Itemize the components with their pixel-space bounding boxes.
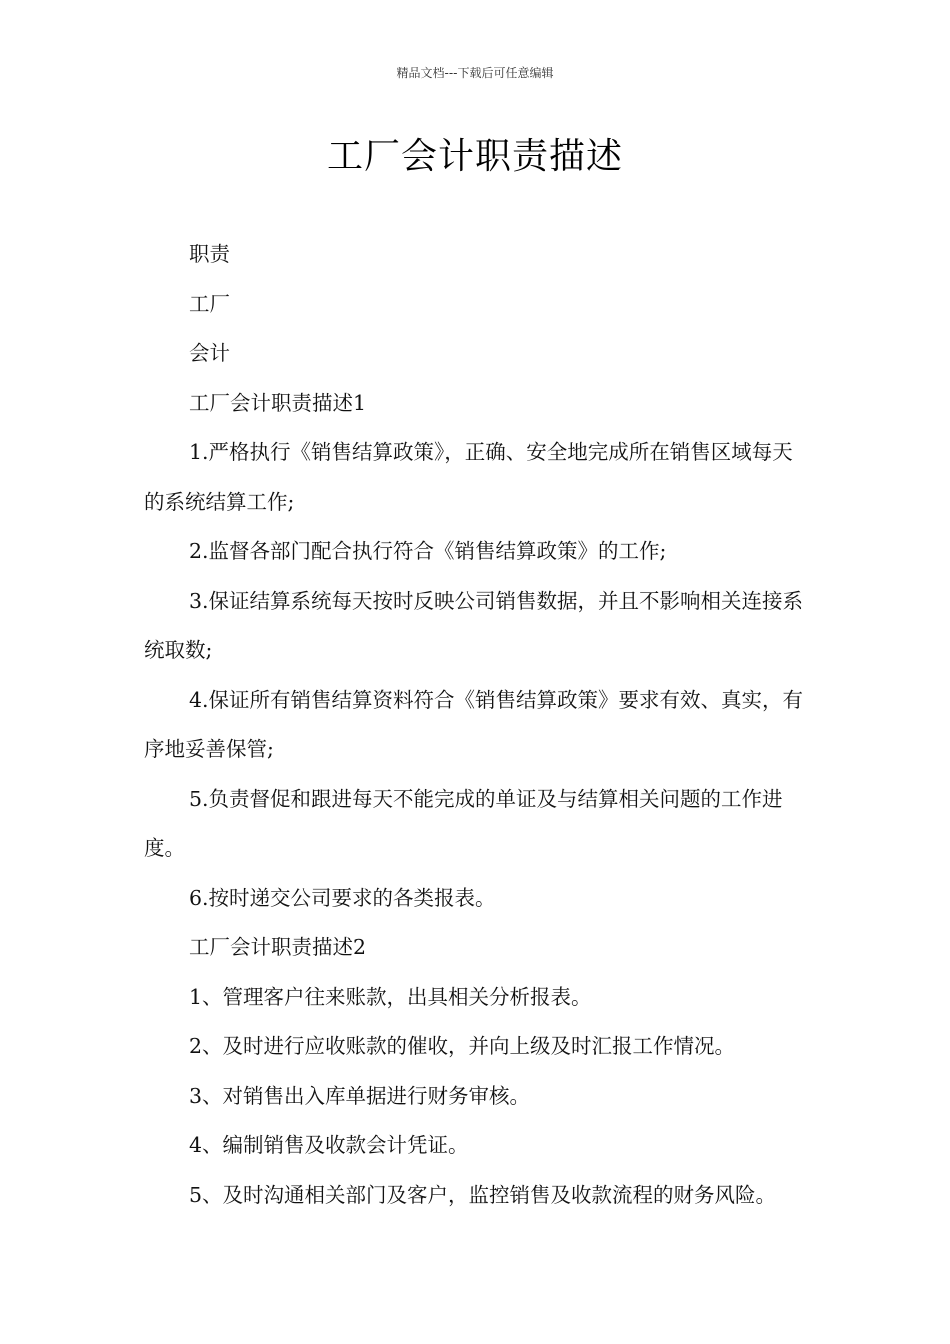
paragraph: 2.监督各部门配合执行符合《销售结算政策》的工作; (189, 539, 667, 563)
paragraph: 6.按时递交公司要求的各类报表。 (189, 885, 496, 910)
document-body (144, 230, 809, 1220)
section-heading: 工厂会计职责描述1 (189, 390, 367, 415)
document-title: 工厂会计职责描述 (326, 136, 623, 177)
paragraph: 工厂 (189, 291, 230, 316)
paragraph: 1、管理客户往来账款，出具相关分析报表。 (189, 984, 592, 1009)
paragraph: 3、对销售出入库单据进行财务审核。 (189, 1083, 531, 1108)
section-heading: 工厂会计职责描述2 (189, 935, 367, 959)
paragraph: 4、编制销售及收款会计凭证。 (189, 1133, 469, 1157)
paragraph: 5.负责督促和跟进每天不能完成的单证及与结算相关问题的工作进度。 (144, 786, 783, 860)
paragraph: 5、及时沟通相关部门及客户，监控销售及收款流程的财务风险。 (189, 1182, 777, 1207)
paragraph: 职责 (189, 242, 230, 266)
page-header: 精品文档---下载后可任意编辑 (396, 66, 554, 80)
paragraph: 2、及时进行应收账款的催收，并向上级及时汇报工作情况。 (189, 1034, 736, 1058)
paragraph: 3.保证结算系统每天按时反映公司销售数据，并且不影响相关连接系统取数; (144, 588, 804, 662)
paragraph: 4.保证所有销售结算资料符合《销售结算政策》要求有效、真实，有序地妥善保管; (144, 687, 804, 761)
paragraph: 会计 (189, 341, 230, 365)
paragraph: 1.严格执行《销售结算政策》，正确、安全地完成所在销售区域每天的系统结算工作; (144, 440, 793, 514)
